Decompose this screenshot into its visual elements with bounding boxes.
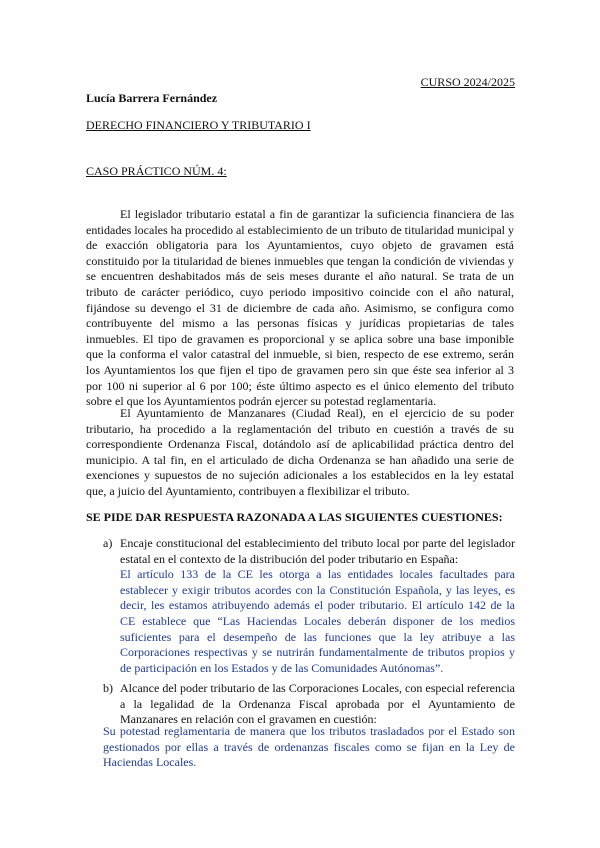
question-b-text: Alcance del poder tributario de las Corporaciones Locales, con especial referencia a la legalidad de la Ordenanza Fiscal aprobada por el Ayuntamiento de Manzanares en relación con el gravamen en cuestión: [120, 681, 515, 727]
statement-paragraph-1: El legislador tributario estatal a fin de garantizar la suficiencia financiera de las entidades locales ha procedido al establecimiento de un tributo de titularidad municipal y de exacción obligatoria para los Ayuntamientos, cuyo objeto de gravamen está constituido por la titularidad de bienes inmuebles que tengan la condición de viviendas y se encuentren deshabitados más de seis meses durante el año natural. Se trata de un tributo de carácter periódico, cuyo periodo impositivo coincide con el año natural, fijándose su devengo el 31 de diciembre de cada año. Asimismo, se configura como contribuyente del mismo a las personas físicas y jurídicas propietarias de tales inmuebles. El tipo de gravamen es proporcional y se aplica sobre una base imponible que la conforma el valor catastral del inmueble, si bien, respecto de ese extremo, serán los Ayuntamientos los que fijen el tipo de gravamen pero sin que éste sea inferior al 3 por 100 ni superior al 6 por 100; éste último aspecto es el único elemento del tributo sobre el que los Ayuntamientos podrán ejercer su potestad reglamentaria. [86, 207, 514, 409]
answer-a: El artículo 133 de la CE les otorga a las entidades locales facultades para establecer y exigir tributos acordes con la Constitución Española, y las leyes, es decir, les estamos atribuyendo además el poder tributario. El artículo 142 de la CE establece que “Las Haciendas Locales deberán disponer de los medios suficientes para el desempeño de las funciones que la ley atribuye a las Corporaciones respectivas y se nutrirán fundamentalmente de tributos propios y de participación en los Estados y de las Comunidades Autónomas”. [120, 567, 515, 675]
course-year: CURSO 2024/2025 [420, 75, 515, 89]
question-b-marker: b) [103, 681, 113, 695]
statement-paragraph-2: El Ayuntamiento de Manzanares (Ciudad Real), en el ejercicio de su poder tributario, ha procedido a la reglamentación del tributo en cuestión a través de su correspondiente Ordenanza Fiscal, dotándolo así de aplicabilidad práctica dentro del municipio. A tal fin, en el articulado de dicha Ordenanza se han añadido una serie de exenciones y supuestos de no sujeción adicionales a los establecidos en la ley estatal que, a juicio del Ayuntamiento, contribuyen a flexibilizar el tributo. [86, 406, 514, 498]
question-a-marker: a) [103, 536, 113, 550]
case-title: CASO PRÁCTICO NÚM. 4: [86, 164, 227, 178]
question-a [103, 536, 515, 676]
author-name: Lucía Barrera Fernández [86, 91, 218, 105]
subject-title: DERECHO FINANCIERO Y TRIBUTARIO I [86, 118, 311, 132]
questions-heading: SE PIDE DAR RESPUESTA RAZONADA A LAS SIGUIENTES CUESTIONES: [86, 510, 503, 524]
question-a-text: Encaje constitucional del establecimiento del tributo local por parte del legislador estatal en el contexto de la distribución del poder tributario en España: [120, 536, 515, 566]
answer-b: Su potestad reglamentaria de manera que los tributos trasladados por el Estado son gestionados por ellas a través de ordenanzas fiscales como se fijan en la Ley de Haciendas Locales. [103, 724, 515, 770]
question-b [103, 681, 515, 728]
